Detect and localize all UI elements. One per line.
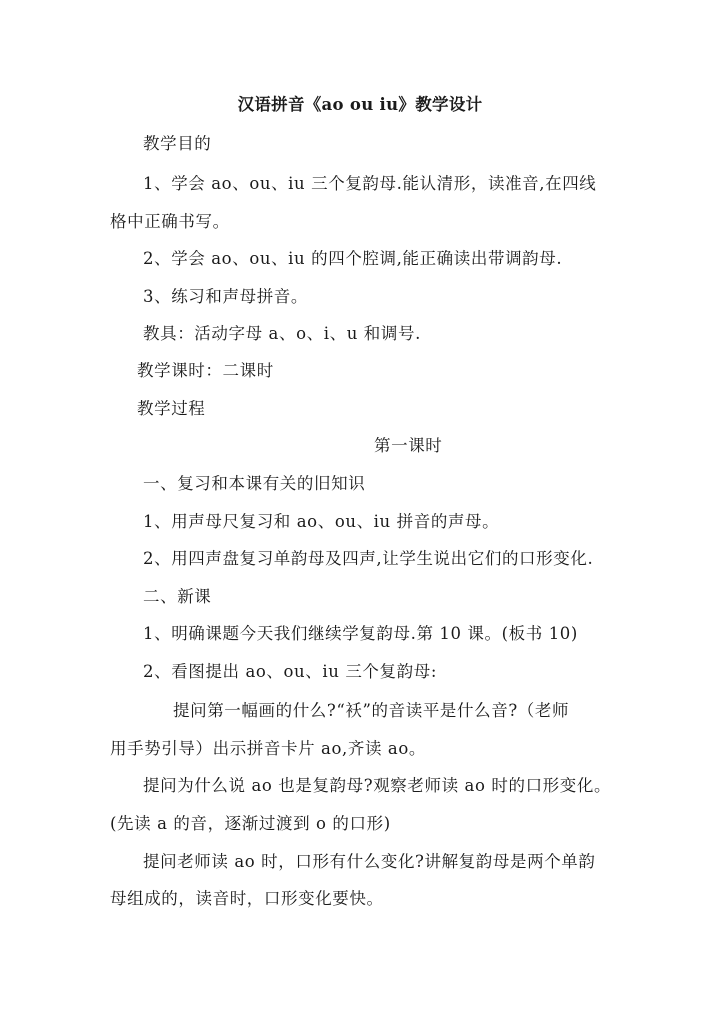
part-1-item-2: 2、用四声盘复习单韵母及四声,让学生说出它们的口形变化.: [143, 549, 594, 568]
paragraph-1-line-2: 用手势引导）出示拼音卡片 ao,齐读 ao。: [110, 739, 426, 758]
part-2-heading: 二、新课: [143, 587, 212, 606]
paragraph-1-line-1: 提问第一幅画的什么?“袄”的音读平是什么音?（老师: [173, 701, 570, 720]
paragraph-2-line-2: (先读 a 的音，逐渐过渡到 o 的口形): [110, 814, 391, 833]
objective-1-line-2: 格中正确书写。: [110, 212, 230, 231]
paragraph-3-line-1: 提问老师读 ao 时，口形有什么变化?讲解复韵母是两个单韵: [143, 852, 596, 871]
teaching-aids: 教具：活动字母 a、o、i、u 和调号.: [143, 324, 421, 343]
part-2-item-2: 2、看图提出 ao、ou、iu 三个复韵母:: [143, 662, 437, 681]
paragraph-3-line-2: 母组成的，读音时，口形变化要快。: [110, 889, 384, 908]
objective-3: 3、练习和声母拼音。: [143, 287, 308, 306]
objective-2: 2、学会 ao、ou、iu 的四个腔调,能正确读出带调韵母.: [143, 249, 563, 268]
document-title: 汉语拼音《ao ou iu》教学设计: [237, 95, 483, 114]
part-1-item-1: 1、用声母尺复习和 ao、ou、iu 拼音的声母。: [143, 512, 500, 531]
part-2-item-1: 1、明确课题今天我们继续学复韵母.第 10 课。(板书 10): [143, 624, 578, 643]
part-1-heading: 一、复习和本课有关的旧知识: [143, 474, 366, 493]
heading-process: 教学过程: [137, 399, 206, 418]
section-first-lesson: 第一课时: [374, 436, 443, 455]
objective-1-line-1: 1、学会 ao、ou、iu 三个复韵母.能认清形，读准音,在四线: [143, 174, 597, 193]
paragraph-2-line-1: 提问为什么说 ao 也是复韵母?观察老师读 ao 时的口形变化。: [143, 776, 612, 795]
lesson-hours: 教学课时：二课时: [137, 361, 274, 380]
heading-objectives: 教学目的: [143, 134, 212, 153]
